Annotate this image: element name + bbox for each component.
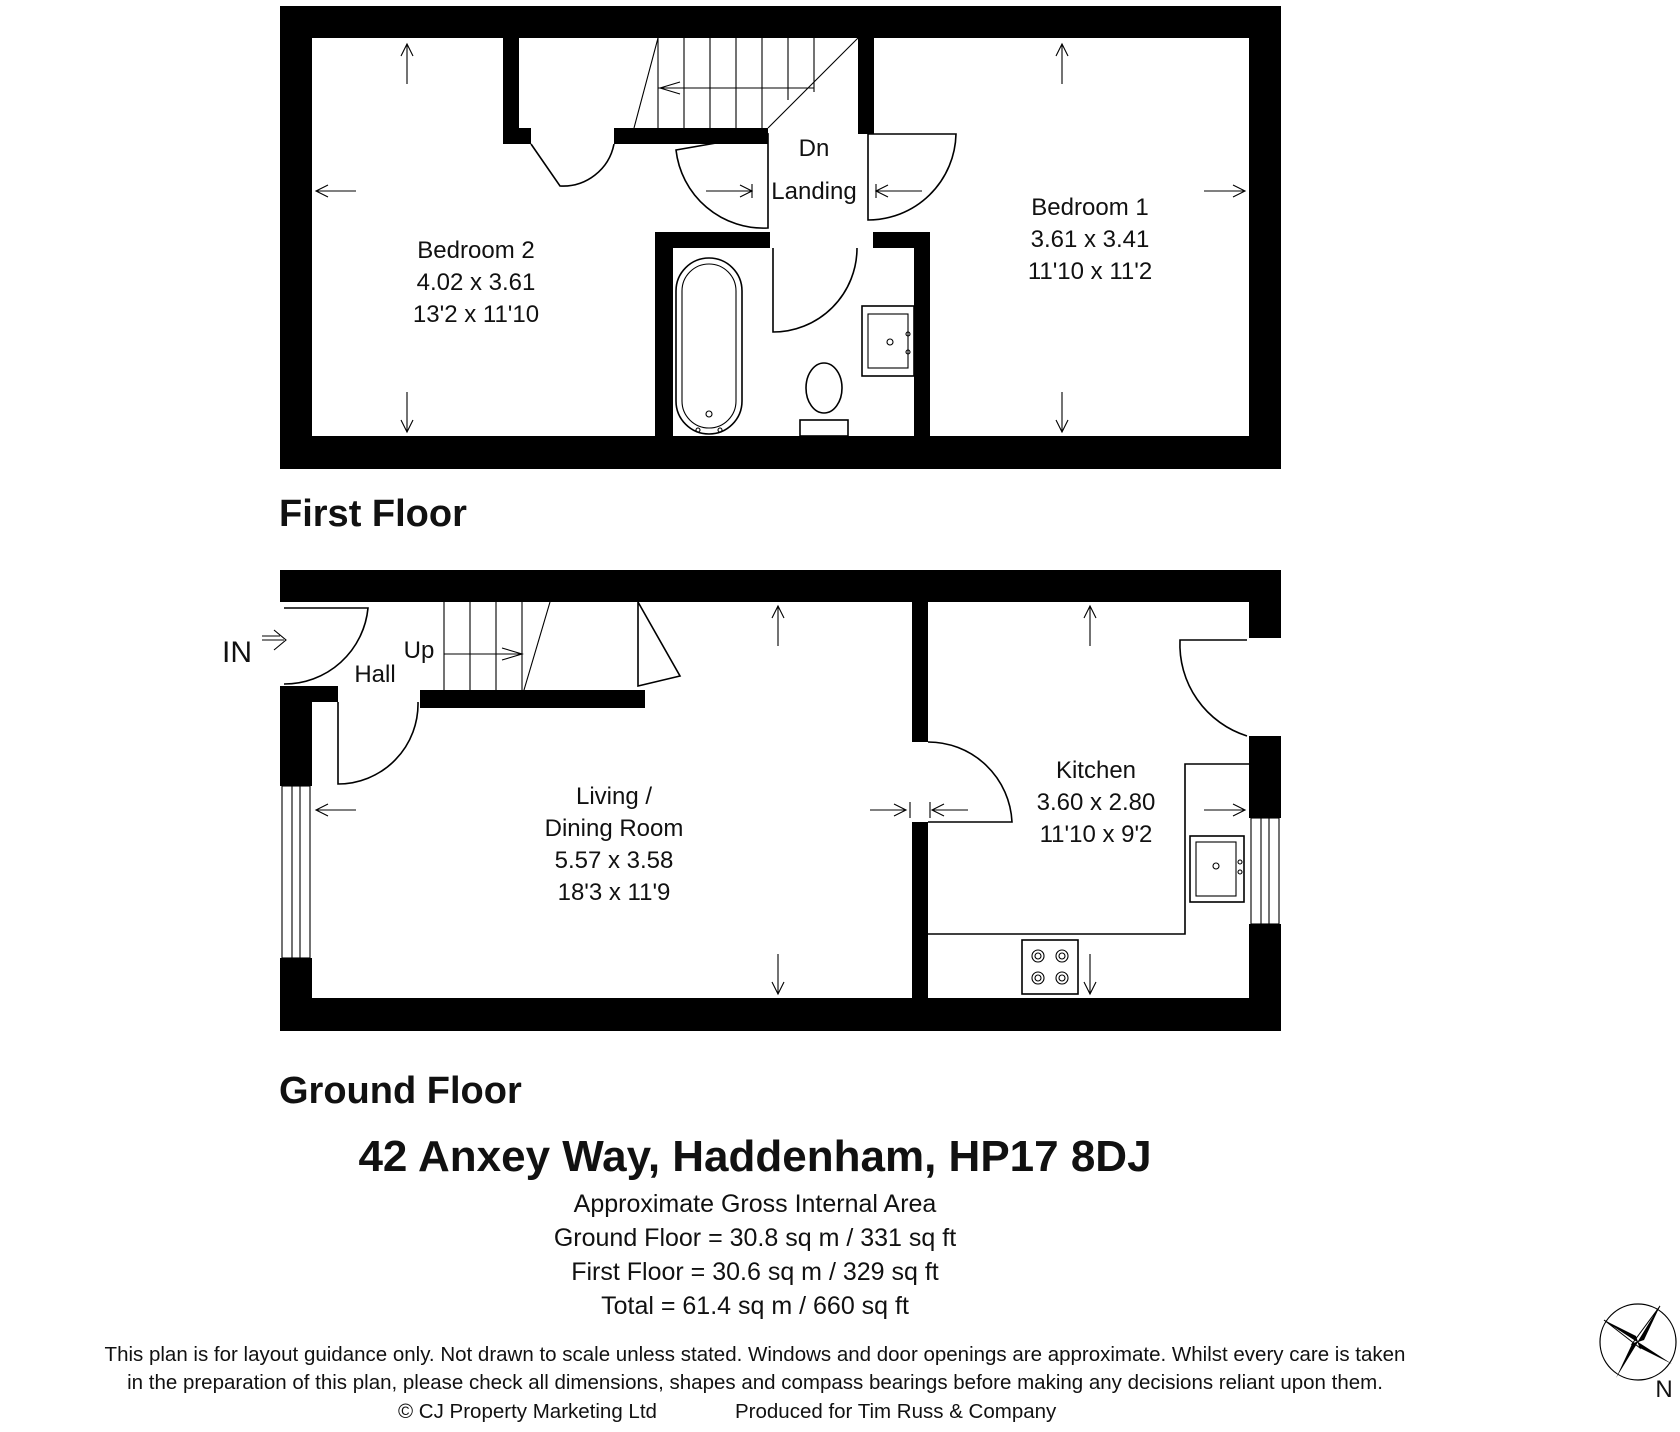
gf-window-left xyxy=(282,786,310,958)
stairs-up-label: Up xyxy=(403,637,435,664)
living-imperial: 18'3 x 11'9 xyxy=(557,879,671,906)
living-name-line2: Dining Room xyxy=(544,815,684,842)
kitchen-metric: 3.60 x 2.80 xyxy=(1036,789,1156,816)
ff-landing-door-right xyxy=(868,134,956,220)
gf-wall-left-bottom xyxy=(280,958,312,1031)
disclaimer-line1: This plan is for layout guidance only. Not drawn to scale unless stated. Windows and door openings are approximate. Whilst every care is taken xyxy=(104,1343,1406,1366)
produced-for-credit: Produced for Tim Russ & Company xyxy=(735,1400,1057,1423)
ff-staircase xyxy=(634,38,858,128)
stairs-down-label: Dn xyxy=(798,135,830,162)
living-metric: 5.57 x 3.58 xyxy=(554,847,674,874)
gf-wall-bottom xyxy=(280,998,1281,1031)
compass-north-label: N xyxy=(1655,1376,1673,1403)
ff-bedroom2-door xyxy=(531,144,614,186)
ff-wall-top xyxy=(280,6,1281,38)
ff-bath-wall-top-left xyxy=(655,232,770,248)
gf-back-door xyxy=(1180,640,1247,736)
copyright-credit: © CJ Property Marketing Ltd xyxy=(398,1400,657,1423)
gf-cupboard-door xyxy=(638,602,680,686)
hall-label: Hall xyxy=(354,661,396,688)
gf-wall-left-top xyxy=(280,570,312,600)
toilet xyxy=(806,363,842,413)
gf-stair-wall xyxy=(420,690,645,708)
ff-landing-door-left xyxy=(676,134,768,228)
bedroom2-imperial: 13'2 x 11'10 xyxy=(412,301,540,328)
bedroom1-metric: 3.61 x 3.41 xyxy=(1030,226,1150,253)
ff-bathroom-door xyxy=(773,248,857,332)
disclaimer-line2: in the preparation of this plan, please check all dimensions, shapes and compass bearings before making any decisions reliant upon them. xyxy=(127,1371,1383,1394)
first-floor-title: First Floor xyxy=(279,493,467,535)
first-floor-plan xyxy=(279,6,1281,535)
ground-floor-plan xyxy=(222,570,1281,1112)
bedroom2-name: Bedroom 2 xyxy=(417,237,535,264)
living-name-line1: Living / xyxy=(575,783,653,810)
gf-wall-right-mid xyxy=(1249,736,1281,818)
ground-floor-title: Ground Floor xyxy=(279,1070,522,1112)
kitchen-imperial: 11'10 x 9'2 xyxy=(1039,821,1153,848)
area-total: Total = 61.4 sq m / 660 sq ft xyxy=(601,1292,909,1320)
ff-bath-wall-left xyxy=(655,232,673,438)
gf-hall-door xyxy=(338,702,418,784)
compass-rose-icon xyxy=(1600,1304,1676,1380)
gf-partition-lower xyxy=(912,822,928,998)
area-ground-floor: Ground Floor = 30.8 sq m / 331 sq ft xyxy=(553,1224,957,1252)
gf-partition-upper xyxy=(912,602,928,742)
ff-wall-right xyxy=(1249,6,1281,469)
gf-wall-right-top xyxy=(1249,570,1281,638)
ff-bath-wall-right xyxy=(914,232,930,438)
bath-tub xyxy=(676,258,742,434)
area-heading: Approximate Gross Internal Area xyxy=(573,1190,937,1218)
ff-stair-wall-right xyxy=(858,38,874,134)
entrance-arrow-icon xyxy=(262,630,286,650)
ff-wall-left xyxy=(280,6,312,469)
gf-hall-wall xyxy=(280,686,338,702)
property-address: 42 Anxey Way, Haddenham, HP17 8DJ xyxy=(358,1132,1152,1181)
entrance-label: IN xyxy=(222,636,252,669)
ff-stair-wall-stub xyxy=(503,128,531,144)
ff-bedroom2-dimension-arrows xyxy=(316,44,413,432)
gf-wall-top xyxy=(280,570,1281,602)
ff-stair-wall-bottom xyxy=(614,128,768,144)
bedroom1-imperial: 11'10 x 11'2 xyxy=(1027,258,1153,285)
gf-window-right xyxy=(1251,818,1279,924)
kitchen-hob xyxy=(1022,940,1078,994)
ff-wall-bottom xyxy=(280,436,1281,469)
landing-label: Landing xyxy=(771,178,857,205)
area-first-floor: First Floor = 30.6 sq m / 329 sq ft xyxy=(571,1258,939,1286)
kitchen-name: Kitchen xyxy=(1055,757,1137,784)
gf-staircase xyxy=(444,602,550,690)
basin xyxy=(862,306,914,376)
bedroom2-metric: 4.02 x 3.61 xyxy=(416,269,536,296)
gf-wall-right-bottom xyxy=(1249,924,1281,1031)
bedroom1-name: Bedroom 1 xyxy=(1031,194,1149,221)
